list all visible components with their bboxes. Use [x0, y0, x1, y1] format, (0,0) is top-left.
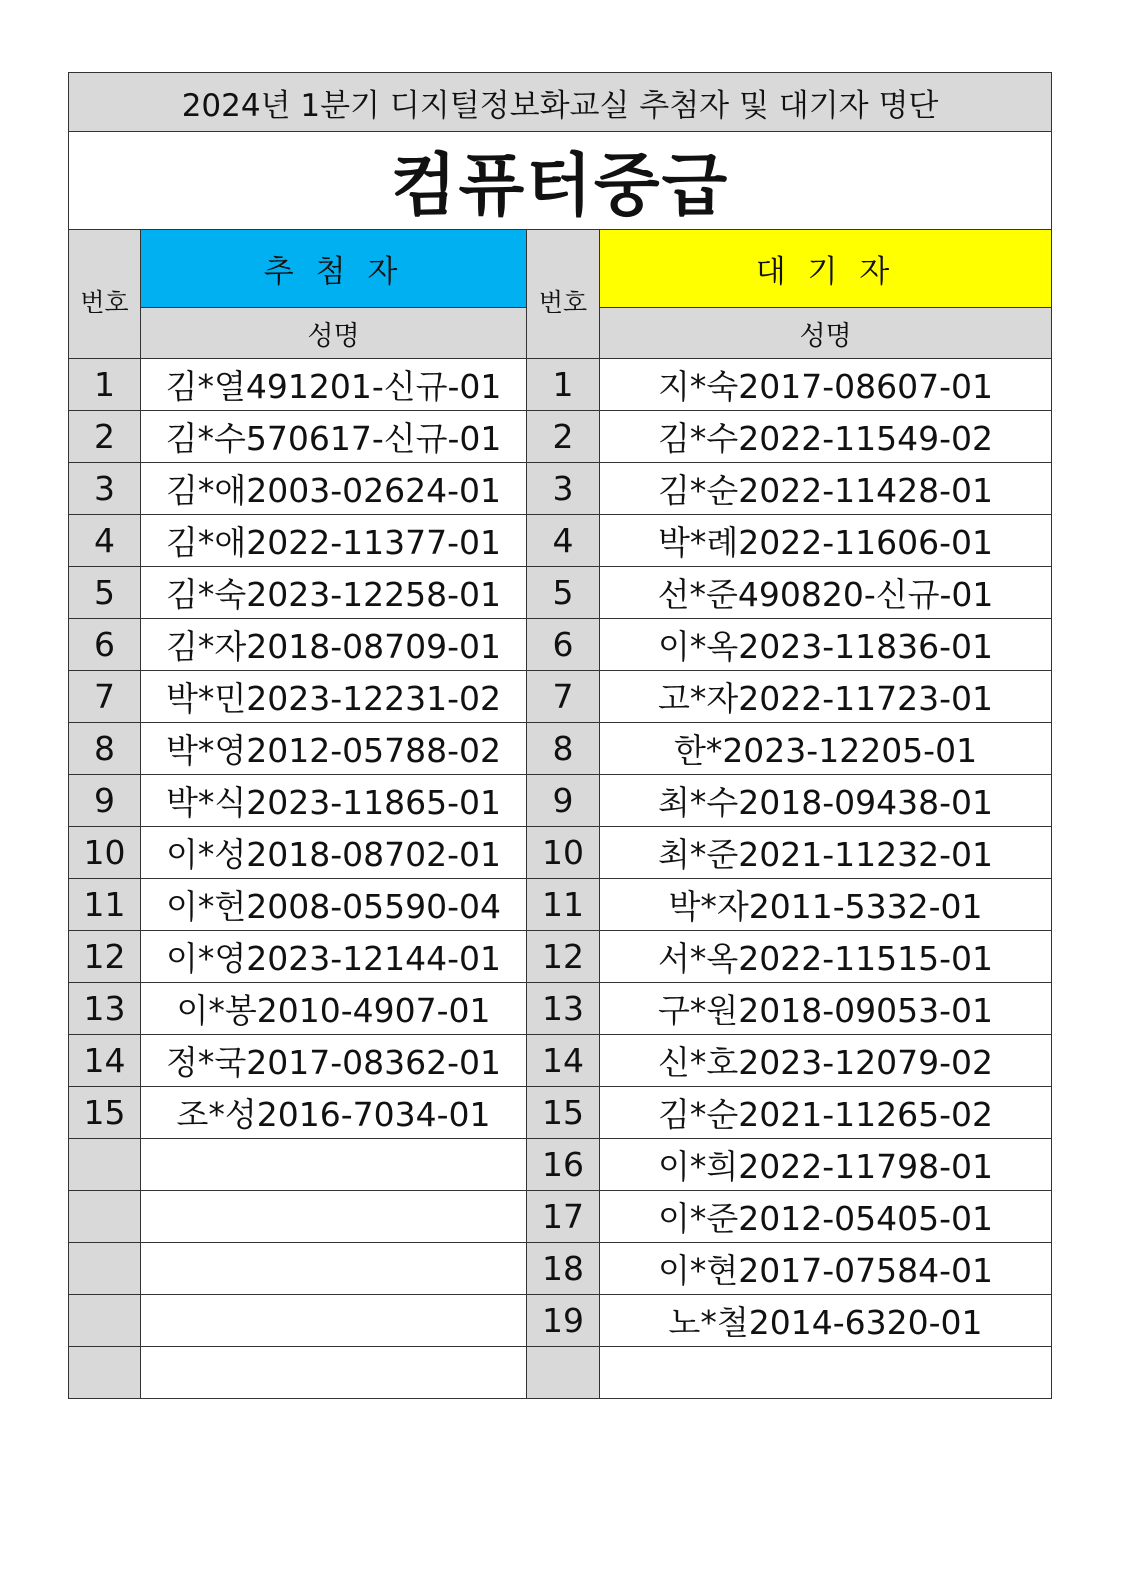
- waiting-name: 박*자2011-5332-01: [600, 879, 1052, 931]
- waiting-name: 신*호2023-12079-02: [600, 1035, 1052, 1087]
- waiting-name: 이*희2022-11798-01: [600, 1139, 1052, 1191]
- waiting-number: 6: [527, 619, 600, 671]
- waiting-name: 이*현2017-07584-01: [600, 1243, 1052, 1295]
- waiting-number: 17: [527, 1191, 600, 1243]
- table-row: [69, 1243, 1052, 1295]
- table-row: [69, 983, 1052, 1035]
- number-header-left: 번호: [69, 230, 141, 359]
- waiting-name: 김*순2021-11265-02: [600, 1087, 1052, 1139]
- waiting-number: 5: [527, 567, 600, 619]
- winner-name: 김*열491201-신규-01: [141, 359, 527, 411]
- name-header-right: 성명: [600, 308, 1052, 359]
- winner-name: 이*영2023-12144-01: [141, 931, 527, 983]
- waiting-number: 16: [527, 1139, 600, 1191]
- waiting-number: 11: [527, 879, 600, 931]
- table-row: [69, 1347, 1052, 1399]
- winner-name: 박*식2023-11865-01: [141, 775, 527, 827]
- waiting-number: 1: [527, 359, 600, 411]
- winner-name: 이*성2018-08702-01: [141, 827, 527, 879]
- winner-name: [141, 1139, 527, 1191]
- table-row: [69, 567, 1052, 619]
- waiting-header: 대 기 자: [600, 230, 1052, 308]
- waiting-name: 구*원2018-09053-01: [600, 983, 1052, 1035]
- winner-name: [141, 1243, 527, 1295]
- waiting-number: 3: [527, 463, 600, 515]
- winner-number: 13: [69, 983, 141, 1035]
- winner-number: 1: [69, 359, 141, 411]
- waiting-name: 박*례2022-11606-01: [600, 515, 1052, 567]
- winner-number: [69, 1295, 141, 1347]
- number-header-right: 번호: [527, 230, 600, 359]
- winner-number: 5: [69, 567, 141, 619]
- waiting-name: 김*수2022-11549-02: [600, 411, 1052, 463]
- winner-name: [141, 1347, 527, 1399]
- winner-number: 7: [69, 671, 141, 723]
- waiting-name: 최*수2018-09438-01: [600, 775, 1052, 827]
- waiting-number: [527, 1347, 600, 1399]
- winner-name: 김*애2022-11377-01: [141, 515, 527, 567]
- winner-number: 8: [69, 723, 141, 775]
- winner-name: 김*수570617-신규-01: [141, 411, 527, 463]
- winner-number: 14: [69, 1035, 141, 1087]
- winner-name: 박*민2023-12231-02: [141, 671, 527, 723]
- waiting-number: 2: [527, 411, 600, 463]
- winner-number: 11: [69, 879, 141, 931]
- waiting-number: 14: [527, 1035, 600, 1087]
- waiting-number: 12: [527, 931, 600, 983]
- document-title: 2024년 1분기 디지털정보화교실 추첨자 및 대기자 명단: [69, 73, 1052, 132]
- table-row: [69, 1295, 1052, 1347]
- table-row: [69, 619, 1052, 671]
- winner-number: 15: [69, 1087, 141, 1139]
- winner-name: 박*영2012-05788-02: [141, 723, 527, 775]
- waiting-name: 서*옥2022-11515-01: [600, 931, 1052, 983]
- waiting-number: 18: [527, 1243, 600, 1295]
- course-title: 컴퓨터중급: [69, 132, 1052, 230]
- winner-name: [141, 1295, 527, 1347]
- table-row: [69, 515, 1052, 567]
- waiting-number: 19: [527, 1295, 600, 1347]
- waiting-number: 8: [527, 723, 600, 775]
- waiting-number: 13: [527, 983, 600, 1035]
- winner-number: [69, 1243, 141, 1295]
- table-row: [69, 411, 1052, 463]
- table-row: [69, 827, 1052, 879]
- roster-table: [68, 72, 1052, 1399]
- table-row: [69, 775, 1052, 827]
- table-row: [69, 1191, 1052, 1243]
- waiting-name: 한*2023-12205-01: [600, 723, 1052, 775]
- winner-number: 9: [69, 775, 141, 827]
- table-row: [69, 1035, 1052, 1087]
- winner-number: 10: [69, 827, 141, 879]
- waiting-name: 김*순2022-11428-01: [600, 463, 1052, 515]
- table-row: [69, 463, 1052, 515]
- winner-name: 이*헌2008-05590-04: [141, 879, 527, 931]
- winner-name: 조*성2016-7034-01: [141, 1087, 527, 1139]
- winner-number: 2: [69, 411, 141, 463]
- winner-name: 김*애2003-02624-01: [141, 463, 527, 515]
- winner-name: [141, 1191, 527, 1243]
- winner-name: 정*국2017-08362-01: [141, 1035, 527, 1087]
- waiting-name: 최*준2021-11232-01: [600, 827, 1052, 879]
- waiting-number: 10: [527, 827, 600, 879]
- winner-number: 3: [69, 463, 141, 515]
- waiting-name: 이*준2012-05405-01: [600, 1191, 1052, 1243]
- table-row: [69, 671, 1052, 723]
- winner-number: 6: [69, 619, 141, 671]
- winner-number: 4: [69, 515, 141, 567]
- winner-name: 이*봉2010-4907-01: [141, 983, 527, 1035]
- winner-number: [69, 1139, 141, 1191]
- winner-number: [69, 1191, 141, 1243]
- table-row: [69, 359, 1052, 411]
- table-row: [69, 931, 1052, 983]
- winner-number: 12: [69, 931, 141, 983]
- table-row: [69, 723, 1052, 775]
- waiting-number: 4: [527, 515, 600, 567]
- waiting-name: 노*철2014-6320-01: [600, 1295, 1052, 1347]
- waiting-name: 이*옥2023-11836-01: [600, 619, 1052, 671]
- waiting-name: 고*자2022-11723-01: [600, 671, 1052, 723]
- winner-name: 김*숙2023-12258-01: [141, 567, 527, 619]
- waiting-number: 7: [527, 671, 600, 723]
- waiting-number: 9: [527, 775, 600, 827]
- table-row: [69, 879, 1052, 931]
- table-row: [69, 1139, 1052, 1191]
- winner-name: 김*자2018-08709-01: [141, 619, 527, 671]
- table-row: [69, 1087, 1052, 1139]
- winner-number: [69, 1347, 141, 1399]
- name-header-left: 성명: [141, 308, 527, 359]
- waiting-name: [600, 1347, 1052, 1399]
- waiting-number: 15: [527, 1087, 600, 1139]
- winners-header: 추 첨 자: [141, 230, 527, 308]
- waiting-name: 선*준490820-신규-01: [600, 567, 1052, 619]
- waiting-name: 지*숙2017-08607-01: [600, 359, 1052, 411]
